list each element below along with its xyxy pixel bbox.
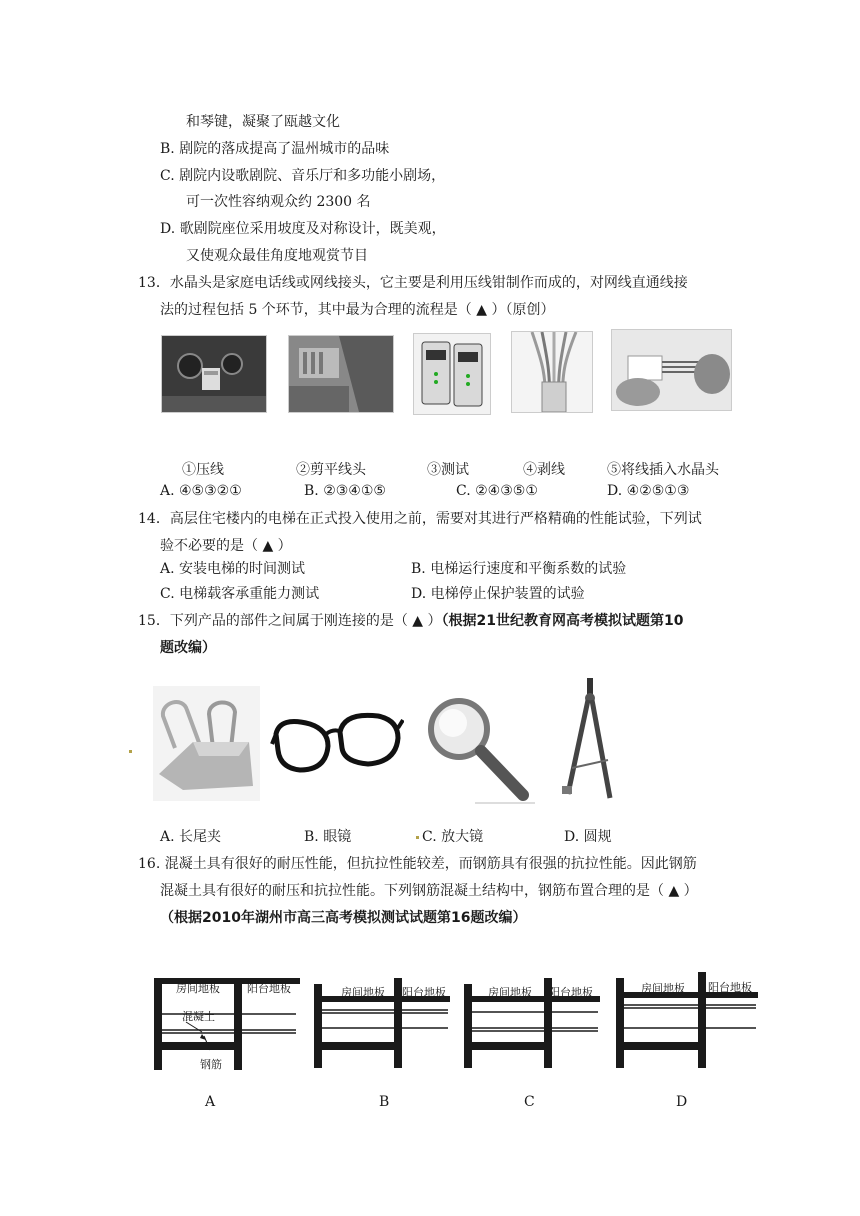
q16-letter-c: C	[524, 1094, 535, 1110]
q16-c-room-label: 房间地板	[488, 986, 532, 999]
q15-source-line2: 题改编）	[160, 640, 216, 656]
q13-option-a: A. ④⑤③②①	[160, 483, 242, 499]
q16-a-balcony-label: 阳台地板	[247, 982, 291, 995]
q14-option-a: A. 安装电梯的时间测试	[160, 561, 306, 577]
q15-glasses-image	[270, 704, 404, 782]
q12-option-b: B. 剧院的落成提高了温州城市的品味	[160, 141, 390, 157]
q16-letter-d: D	[676, 1094, 688, 1110]
q14-option-d: D. 电梯停止保护装置的试验	[411, 586, 585, 602]
q13-stem-line2: 法的过程包括 5 个环节，其中最为合理的流程是（ ▲ ）（原创）	[160, 302, 555, 318]
q15-magnifier-image	[425, 695, 535, 805]
q16-a-concrete-label: 混凝土	[182, 1010, 215, 1023]
q16-d-room-label: 房间地板	[641, 982, 685, 995]
q13-photo-insert-connector	[611, 329, 732, 411]
q13-photo-stripped-wire	[511, 331, 593, 413]
q16-d-balcony-label: 阳台地板	[708, 981, 752, 994]
q15-source-line1: （根据21世纪教育网高考模拟试题第10	[441, 613, 684, 629]
q13-step-1: ①压线	[182, 462, 224, 478]
q13-option-c: C. ②④③⑤①	[456, 483, 538, 499]
q13-step-4: ④剥线	[523, 462, 565, 478]
q13-step-2: ②剪平线头	[296, 462, 366, 478]
q16-letter-b: B	[379, 1094, 390, 1110]
q12-option-d-line1: D. 歌剧院座位采用坡度及对称设计，既美观，	[160, 221, 446, 237]
q16-stem-line1: 16. 混凝土具有很好的耐压性能，但抗拉性能较差，而钢筋具有很强的抗拉性能。因此钢筋	[138, 856, 697, 872]
q13-option-d: D. ④②⑤①③	[607, 483, 690, 499]
q13-photo-cutting	[288, 335, 394, 413]
q14-stem-line1: 14．高层住宅楼内的电梯在正式投入使用之前，需要对其进行严格精确的性能试验，下列试	[138, 511, 702, 527]
q16-b-balcony-label: 阳台地板	[402, 986, 446, 999]
q12-option-a-cont: 和琴键，凝聚了瓯越文化	[186, 114, 340, 130]
q15-stem-text: 15．下列产品的部件之间属于刚连接的是（ ▲ ）	[138, 613, 442, 629]
q16-stem-line2: 混凝土具有很好的耐压和抗拉性能。下列钢筋混凝土结构中，钢筋布置合理的是（ ▲ ）	[160, 883, 698, 899]
q16-c-balcony-label: 阳台地板	[549, 986, 593, 999]
stray-mark	[129, 750, 132, 753]
q15-compass-image	[560, 678, 622, 804]
q15-option-d: D. 圆规	[564, 829, 612, 845]
q13-step-3: ③测试	[427, 462, 469, 478]
q15-option-b: B. 眼镜	[304, 829, 352, 845]
q13-photo-tester	[413, 333, 491, 415]
q15-binder-clip-image	[153, 686, 260, 801]
q16-letter-a: A	[205, 1094, 216, 1110]
q13-stem-line1: 13．水晶头是家庭电话线或网线接头，它主要是利用压线钳制作而成的，对网线直通线接	[138, 275, 688, 291]
q14-option-c: C. 电梯载客承重能力测试	[160, 586, 320, 602]
q13-photo-crimping	[161, 335, 267, 413]
q16-a-rebar-label: 钢筋	[200, 1058, 222, 1071]
q16-b-room-label: 房间地板	[341, 986, 385, 999]
q12-option-c-line1: C. 剧院内设歌剧院、音乐厅和多功能小剧场，	[160, 168, 446, 184]
q16-source: （根据2010年湖州市高三高考模拟测试试题第16题改编）	[160, 910, 527, 926]
q14-stem-line2: 验不必要的是（ ▲ ）	[160, 538, 292, 554]
q13-option-b: B. ②③④①⑤	[304, 483, 386, 499]
q15-option-c: C. 放大镜	[422, 829, 484, 845]
q15-stem	[138, 610, 683, 630]
q15-option-a: A. 长尾夹	[160, 829, 222, 845]
q16-a-room-label: 房间地板	[176, 982, 220, 995]
q14-option-b: B. 电梯运行速度和平衡系数的试验	[411, 561, 627, 577]
q12-option-c-line2: 可一次性容纳观众约 2300 名	[186, 194, 371, 210]
q13-step-5: ⑤将线插入水晶头	[607, 462, 719, 478]
q12-option-d-line2: 又使观众最佳角度地观赏节目	[186, 248, 368, 264]
stray-mark	[416, 836, 419, 839]
